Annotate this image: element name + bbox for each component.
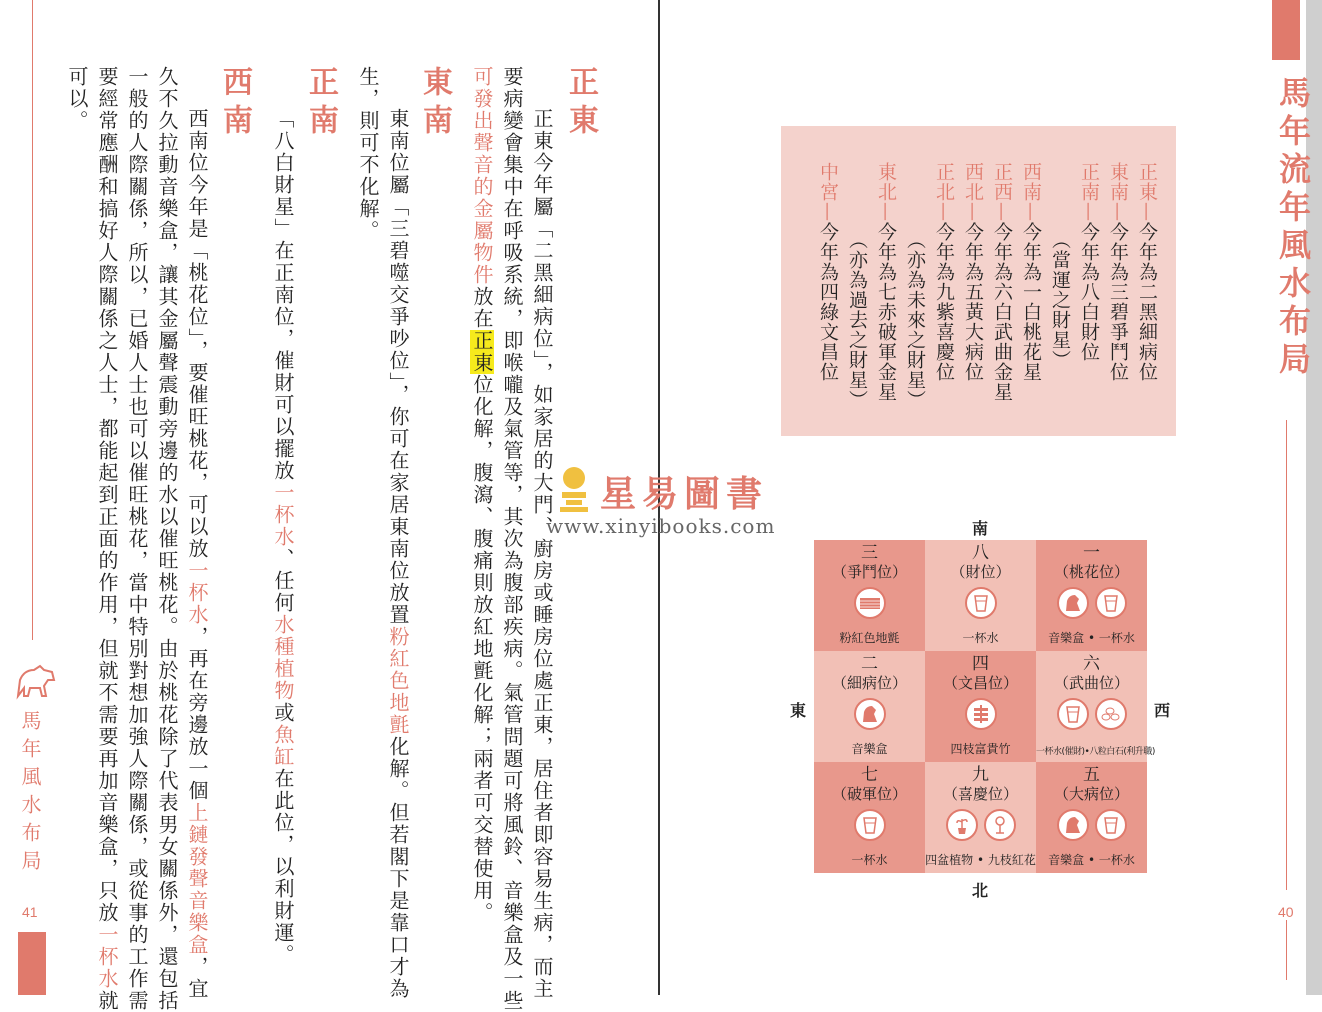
info-text: 今年為一白桃花星 <box>1020 222 1042 382</box>
text-fragment: 西南位今年是「桃花位」，要催旺桃花，可以放 <box>185 108 209 560</box>
direction-label: 正南 <box>1078 162 1100 202</box>
direction-label: 東北 <box>875 162 897 202</box>
info-line-zhengbei <box>934 162 953 382</box>
heading-zhengnan: 正南 <box>303 66 338 142</box>
text-fragment: 放在 <box>470 286 494 330</box>
plant-icon <box>946 809 978 845</box>
left-side-title: 馬年風水布局 <box>18 710 42 878</box>
direction-label: 正北 <box>933 162 955 202</box>
remedy-icons <box>1036 809 1147 845</box>
direction-label: 正西 <box>991 162 1013 202</box>
para-zhengnan-1 <box>268 108 298 966</box>
remedy-icons <box>814 587 925 623</box>
flower-icon <box>984 809 1016 845</box>
star-number: 四 <box>972 654 989 674</box>
remedy-icons <box>925 809 1036 845</box>
para-zhengdong-2: 要病變會集中在呼吸系統，即喉嚨及氣管等，其次為腹部疾病。氣管問題可將風鈴、音樂盒及一些 <box>500 66 524 1012</box>
bamboo-icon <box>965 698 997 734</box>
star-number: 七 <box>861 765 878 785</box>
star-number: 八 <box>972 543 989 563</box>
star-position: （大病位） <box>1053 784 1129 803</box>
right-page-tab <box>1272 0 1300 60</box>
remedy-caption: 一杯水 <box>851 853 888 867</box>
info-text: 今年為六白武曲金星 <box>991 222 1013 402</box>
heading-xinan: 西南 <box>217 66 252 142</box>
info-line-zhengnan <box>1079 162 1098 362</box>
remedy-icons <box>925 587 1036 623</box>
remedy-caption: 一杯水(催財)•八粒白石(利升職) <box>1036 747 1155 757</box>
para-dongnan-2: 生，則可不化解。 <box>356 66 380 242</box>
dash: — <box>1136 202 1158 222</box>
remedy-icons <box>925 698 1036 734</box>
star-number: 五 <box>1083 765 1100 785</box>
text-fragment: 位化解，腹瀉、腹痛則放紅地氈化解；兩者可交替使用。 <box>470 374 494 924</box>
grid-cell <box>925 540 1036 651</box>
compass-north: 北 <box>972 881 989 900</box>
dash: — <box>1020 202 1042 222</box>
text-fragment: 在此位，以利財運。 <box>271 768 295 966</box>
text-fragment: ，宜 <box>185 956 209 1000</box>
water-cup-icon <box>1095 809 1127 845</box>
highlight-music-box: 上鏈發聲音樂盒 <box>185 802 209 956</box>
star-position: （桃花位） <box>1053 562 1129 581</box>
horse-icon <box>14 662 58 706</box>
water-cup-icon <box>1095 587 1127 623</box>
direction-label: 東南 <box>1107 162 1129 202</box>
compass-west: 西 <box>1154 701 1171 720</box>
water-cup-icon <box>1057 698 1089 734</box>
grid-cell <box>1036 540 1147 651</box>
remedy-icons <box>1036 587 1147 623</box>
star-number: 一 <box>1083 543 1100 563</box>
remedy-icons <box>814 698 925 734</box>
text-fragment: 要經常應酬和搞好人際關係之人士，都能起到正面的作用，但就不需要再加音樂盒，只放 <box>95 66 119 924</box>
text-fragment: 、任何 <box>271 548 295 614</box>
highlight-metal-objects: 可發出聲音的金屬物件 <box>470 66 494 286</box>
remedy-caption: 四盆植物 • 九枝紅花 <box>925 853 1036 867</box>
highlight-pink-carpet: 粉紅色地氈 <box>386 626 410 736</box>
para-dongnan-1 <box>383 108 413 1000</box>
page-number-left: 41 <box>22 904 38 920</box>
star-number: 三 <box>861 543 878 563</box>
highlight-cup-water: 一杯水 <box>185 560 209 626</box>
remedy-caption: 音樂盒 <box>851 742 888 756</box>
para-xinan-4 <box>92 66 122 1012</box>
para-xinan-5: 可以。 <box>65 66 89 132</box>
remedy-caption: 音樂盒 • 一杯水 <box>1048 631 1135 645</box>
compass-east: 東 <box>790 701 807 720</box>
dash: — <box>991 202 1013 222</box>
flying-star-grid <box>814 540 1155 873</box>
para-zhengdong-3 <box>467 66 497 924</box>
watermark-url: www.xinyibooks.com <box>546 514 776 538</box>
star-position: （財位） <box>950 562 1011 581</box>
dash: — <box>933 202 955 222</box>
carpet-icon <box>854 587 886 623</box>
star-number: 二 <box>861 654 878 674</box>
para-xinan-1 <box>182 108 212 1000</box>
info-line-zhonggong <box>818 162 837 382</box>
heading-zhengdong: 正東 <box>563 66 598 142</box>
star-position: （武曲位） <box>1053 673 1129 692</box>
highlight-cup-water: 一杯水 <box>95 924 119 990</box>
grid-cell <box>814 762 925 873</box>
water-cup-icon <box>854 809 886 845</box>
grid-cell <box>925 762 1036 873</box>
remedy-caption: 四枝富貴竹 <box>950 742 1011 756</box>
star-position: （細病位） <box>831 673 907 692</box>
dash: — <box>817 202 839 222</box>
remedy-icons <box>1036 698 1147 734</box>
music-box-icon <box>1057 587 1089 623</box>
right-page-title: 馬年流年風水布局 <box>1274 76 1312 380</box>
dash: — <box>875 202 897 222</box>
right-margin-line <box>1286 420 1287 890</box>
info-text: 今年為五黃大病位 <box>962 222 984 382</box>
remedy-caption: 音樂盒 • 一杯水 <box>1048 853 1135 867</box>
text-fragment: 就 <box>95 990 119 1012</box>
dash: — <box>1078 202 1100 222</box>
para-xinan-2: 久不久拉動音樂盒，讓其金屬聲震動旁邊的水以催旺桃花。由於桃花除了代表男女關係外，還包括 <box>155 66 179 1012</box>
grid-cell <box>814 651 925 762</box>
star-position: （破軍位） <box>831 784 907 803</box>
info-note-zhengbei: （亦為未來之財星） <box>904 230 926 410</box>
info-text: 今年為八白財位 <box>1078 222 1100 362</box>
remedy-icons <box>814 809 925 845</box>
direction-label: 西南 <box>1020 162 1042 202</box>
text-fragment: 化解。但若閣下是靠口才為 <box>386 736 410 1000</box>
left-page-tab <box>18 932 46 995</box>
text-fragment: 東南位屬「三碧噬交爭吵位」，你可在家居東南位放置 <box>386 108 410 626</box>
star-position: （文昌位） <box>942 673 1018 692</box>
info-text: 今年為七赤破軍金星 <box>875 222 897 402</box>
text-fragment: 「八白財星」在正南位，催財可以擺放 <box>271 108 295 482</box>
annual-stars-box <box>781 126 1176 436</box>
info-line-zhengxi <box>992 162 1011 402</box>
water-cup-icon <box>965 587 997 623</box>
info-text: 今年為九紫喜慶位 <box>933 222 955 382</box>
star-position: （爭鬥位） <box>831 562 907 581</box>
highlight-cup-water: 一杯水 <box>271 482 295 548</box>
music-box-icon <box>854 698 886 734</box>
remedy-caption: 粉紅色地氈 <box>839 631 900 645</box>
music-box-icon <box>1057 809 1089 845</box>
watermark-name: 星易圖書 <box>600 473 769 515</box>
watermark-logo <box>556 464 592 518</box>
dash: — <box>962 202 984 222</box>
info-note-zhengnan: （當運之財星） <box>1049 230 1071 370</box>
star-position: （喜慶位） <box>942 784 1018 803</box>
grid-cell <box>814 540 925 651</box>
info-line-dongnan <box>1108 162 1127 382</box>
page-number-right: 40 <box>1278 904 1294 920</box>
info-line-dongbei <box>876 162 895 402</box>
para-zhengdong-1: 正東今年屬「二黑細病位」，如家居的大門、廚房或睡房位處正東，居住者即容易生病，而主 <box>530 108 554 1000</box>
grid-cell <box>1036 762 1147 873</box>
info-text: 今年為二黑細病位 <box>1136 222 1158 382</box>
direction-label: 西北 <box>962 162 984 202</box>
heading-dongnan: 東南 <box>417 66 452 142</box>
right-margin-line-bottom <box>1286 920 1287 980</box>
grid-cell <box>925 651 1036 762</box>
highlight-fish-tank: 魚缸 <box>271 724 295 768</box>
info-note-dongbei: （亦為過去之財星） <box>846 230 868 410</box>
grid-cell <box>1036 651 1155 762</box>
highlight-water-plants: 水種植物 <box>271 614 295 702</box>
star-number: 六 <box>1083 654 1100 674</box>
info-line-xibei <box>963 162 982 382</box>
info-line-xinan <box>1021 162 1040 382</box>
text-fragment: 或 <box>271 702 295 724</box>
info-text: 今年為四綠文昌位 <box>817 222 839 382</box>
info-text: 今年為三碧爭鬥位 <box>1107 222 1129 382</box>
remedy-caption: 一杯水 <box>962 631 999 645</box>
compass-south: 南 <box>972 519 989 538</box>
stones-icon <box>1095 698 1127 734</box>
star-number: 九 <box>972 765 989 785</box>
para-xinan-3: 一般的人際關係，所以，已婚人士也可以催旺桃花，當中特別對想加強人際關係，或從事的工作需 <box>125 66 149 1012</box>
text-fragment: ，再在旁邊放一個 <box>185 626 209 802</box>
left-margin-line <box>32 0 33 640</box>
info-line-zhengdong <box>1137 162 1156 382</box>
dash: — <box>1107 202 1129 222</box>
direction-label: 正東 <box>1136 162 1158 202</box>
highlighted-zhengdong: 正東 <box>470 330 494 374</box>
direction-label: 中宮 <box>817 162 839 202</box>
